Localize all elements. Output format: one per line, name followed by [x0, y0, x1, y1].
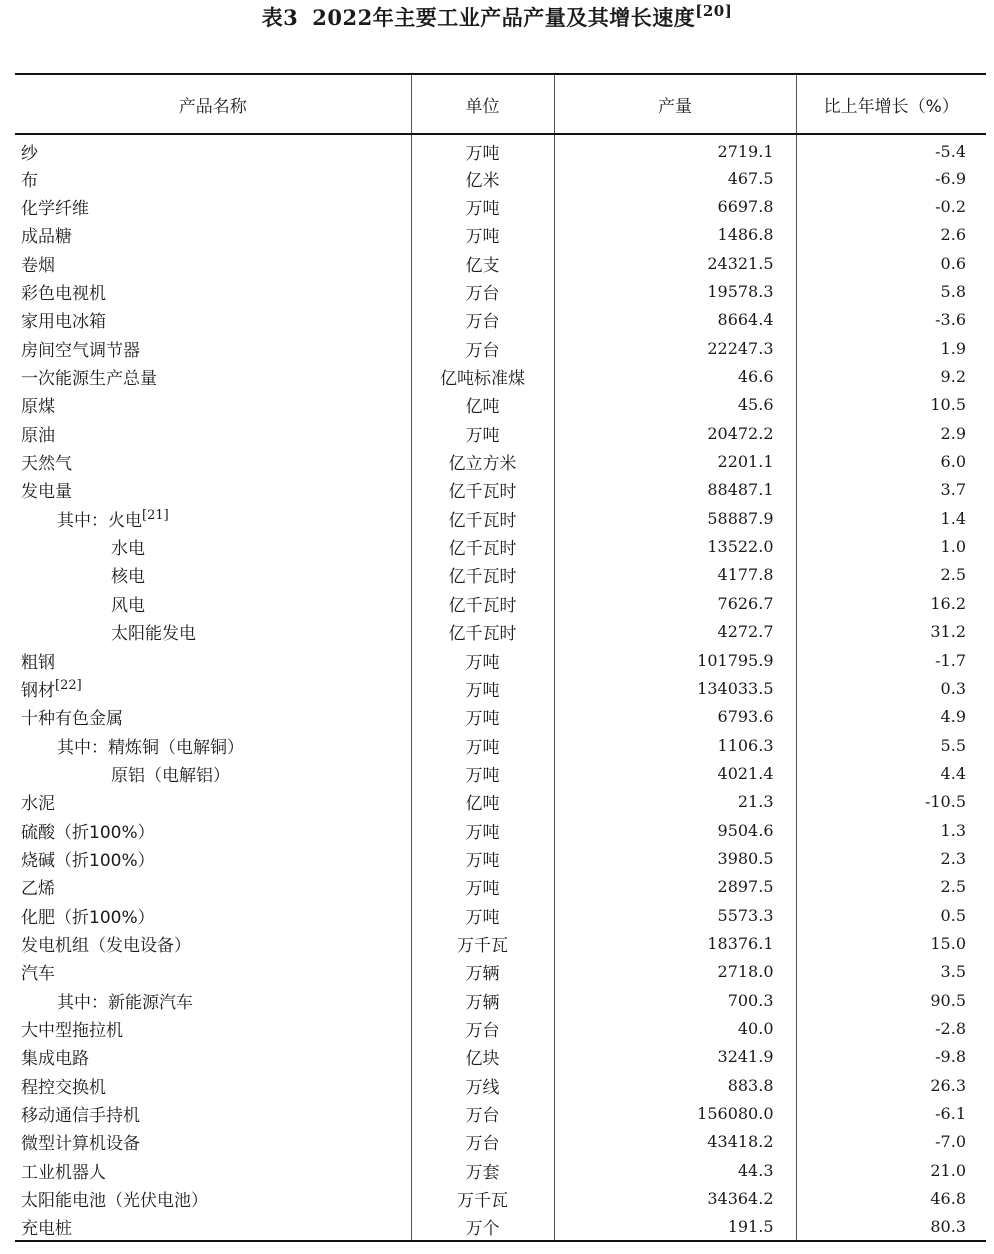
output-cell: 883.8 — [554, 1071, 796, 1099]
table-row — [15, 362, 986, 390]
table-row — [15, 618, 986, 646]
table-row — [15, 589, 986, 617]
unit-cell: 亿千瓦时 — [411, 589, 554, 617]
product-output-table — [15, 73, 986, 1242]
product-name: 一次能源生产总量 — [21, 369, 157, 390]
table-body — [15, 134, 986, 1241]
product-name-cell — [15, 1213, 411, 1241]
growth-cell: 21.0 — [796, 1156, 986, 1184]
unit-cell: 亿千瓦时 — [411, 476, 554, 504]
table-row — [15, 901, 986, 929]
growth-cell: 31.2 — [796, 618, 986, 646]
output-cell: 22247.3 — [554, 334, 796, 362]
table-row — [15, 929, 986, 957]
growth-cell: 16.2 — [796, 589, 986, 617]
title-footnote: [20] — [695, 2, 733, 20]
unit-cell: 万吨 — [411, 419, 554, 447]
table-row — [15, 1184, 986, 1212]
growth-cell: 10.5 — [796, 391, 986, 419]
growth-cell: -9.8 — [796, 1043, 986, 1071]
output-cell: 4021.4 — [554, 759, 796, 787]
table-row — [15, 134, 986, 164]
unit-cell: 万吨 — [411, 901, 554, 929]
output-cell: 7626.7 — [554, 589, 796, 617]
header-growth: 比上年增长（%） — [796, 74, 986, 134]
product-name: 原煤 — [21, 397, 55, 418]
growth-cell: 1.3 — [796, 816, 986, 844]
product-name: 卷烟 — [21, 255, 55, 276]
growth-cell: 1.4 — [796, 504, 986, 532]
table-row — [15, 476, 986, 504]
unit-cell: 亿立方米 — [411, 447, 554, 475]
product-name: 化肥（折100%） — [21, 907, 155, 928]
product-name-cell — [15, 589, 411, 617]
product-name: 原铝（电解铝） — [111, 765, 230, 786]
table-row — [15, 1156, 986, 1184]
output-cell: 8664.4 — [554, 306, 796, 334]
growth-cell: 2.5 — [796, 561, 986, 589]
product-name: 移动通信手持机 — [21, 1106, 140, 1127]
growth-cell: 26.3 — [796, 1071, 986, 1099]
output-cell: 2201.1 — [554, 447, 796, 475]
table-row — [15, 447, 986, 475]
product-name-cell — [15, 1184, 411, 1212]
growth-cell: -10.5 — [796, 788, 986, 816]
growth-cell: 80.3 — [796, 1213, 986, 1241]
growth-cell: 4.4 — [796, 759, 986, 787]
table-row — [15, 532, 986, 560]
unit-cell: 万台 — [411, 306, 554, 334]
table-row — [15, 561, 986, 589]
footnote-ref: [21] — [142, 507, 169, 523]
product-name-cell — [15, 504, 411, 532]
product-name-cell — [15, 844, 411, 872]
output-cell: 4272.7 — [554, 618, 796, 646]
table-row — [15, 731, 986, 759]
product-name-cell — [15, 788, 411, 816]
product-name: 风电 — [111, 595, 145, 616]
table-row — [15, 221, 986, 249]
product-name-cell — [15, 334, 411, 362]
unit-cell: 万吨 — [411, 759, 554, 787]
output-cell: 156080.0 — [554, 1099, 796, 1127]
table-row — [15, 986, 986, 1014]
product-name: 水电 — [111, 539, 145, 560]
product-name-cell — [15, 816, 411, 844]
table-row — [15, 873, 986, 901]
unit-cell: 万吨 — [411, 646, 554, 674]
product-name: 其中：新能源汽车 — [57, 992, 193, 1013]
product-name-cell — [15, 759, 411, 787]
unit-cell: 万台 — [411, 1128, 554, 1156]
product-name-cell — [15, 674, 411, 702]
unit-cell: 万辆 — [411, 958, 554, 986]
unit-cell: 亿支 — [411, 249, 554, 277]
growth-cell: 4.9 — [796, 703, 986, 731]
growth-cell: -1.7 — [796, 646, 986, 674]
output-cell: 43418.2 — [554, 1128, 796, 1156]
growth-cell: 3.5 — [796, 958, 986, 986]
product-name: 充电桩 — [21, 1218, 72, 1239]
unit-cell: 万吨 — [411, 703, 554, 731]
product-name: 汽车 — [21, 964, 55, 985]
product-name-cell — [15, 1043, 411, 1071]
output-cell: 19578.3 — [554, 277, 796, 305]
output-cell: 134033.5 — [554, 674, 796, 702]
growth-cell: -6.1 — [796, 1099, 986, 1127]
output-cell: 58887.9 — [554, 504, 796, 532]
product-name-cell — [15, 192, 411, 220]
header-unit: 单位 — [411, 74, 554, 134]
growth-cell: -3.6 — [796, 306, 986, 334]
product-name-cell — [15, 532, 411, 560]
table-row — [15, 334, 986, 362]
product-name: 乙烯 — [21, 879, 55, 900]
output-cell: 6697.8 — [554, 192, 796, 220]
unit-cell: 亿吨 — [411, 391, 554, 419]
growth-cell: 1.0 — [796, 532, 986, 560]
unit-cell: 万吨 — [411, 221, 554, 249]
output-cell: 40.0 — [554, 1014, 796, 1042]
unit-cell: 万千瓦 — [411, 1184, 554, 1212]
table-row — [15, 844, 986, 872]
table-row — [15, 759, 986, 787]
product-name: 十种有色金属 — [21, 709, 123, 730]
product-name: 硫酸（折100%） — [21, 822, 155, 843]
product-name: 发电量 — [21, 482, 72, 503]
output-cell: 9504.6 — [554, 816, 796, 844]
growth-cell: 1.9 — [796, 334, 986, 362]
table-row — [15, 1213, 986, 1241]
product-name-cell — [15, 1099, 411, 1127]
unit-cell: 亿千瓦时 — [411, 561, 554, 589]
product-name-cell — [15, 306, 411, 334]
growth-cell: 46.8 — [796, 1184, 986, 1212]
table-row — [15, 816, 986, 844]
product-name-cell — [15, 1128, 411, 1156]
growth-cell: 2.5 — [796, 873, 986, 901]
unit-cell: 万台 — [411, 1014, 554, 1042]
growth-cell: 5.8 — [796, 277, 986, 305]
table-row — [15, 306, 986, 334]
table-row — [15, 1014, 986, 1042]
unit-cell: 万千瓦 — [411, 929, 554, 957]
product-name: 大中型拖拉机 — [21, 1020, 123, 1041]
table-row — [15, 249, 986, 277]
header-product-name: 产品名称 — [15, 74, 411, 134]
table-row — [15, 164, 986, 192]
product-name: 布 — [21, 170, 38, 191]
table-row — [15, 958, 986, 986]
product-name: 其中：火电 — [57, 510, 142, 531]
table-row — [15, 192, 986, 220]
growth-cell: 2.9 — [796, 419, 986, 447]
unit-cell: 万台 — [411, 1099, 554, 1127]
growth-cell: -0.2 — [796, 192, 986, 220]
product-name: 核电 — [111, 567, 145, 588]
output-cell: 191.5 — [554, 1213, 796, 1241]
output-cell: 467.5 — [554, 164, 796, 192]
table-row — [15, 703, 986, 731]
product-name: 化学纤维 — [21, 199, 89, 220]
product-name-cell — [15, 873, 411, 901]
product-name-cell — [15, 164, 411, 192]
output-cell: 6793.6 — [554, 703, 796, 731]
product-name-cell — [15, 249, 411, 277]
growth-cell: -6.9 — [796, 164, 986, 192]
table-title — [0, 2, 994, 32]
growth-cell: 0.3 — [796, 674, 986, 702]
output-cell: 20472.2 — [554, 419, 796, 447]
table-row — [15, 1099, 986, 1127]
unit-cell: 亿吨标准煤 — [411, 362, 554, 390]
product-name: 彩色电视机 — [21, 284, 106, 305]
table-row — [15, 419, 986, 447]
output-cell: 101795.9 — [554, 646, 796, 674]
table-row — [15, 1043, 986, 1071]
growth-cell: -5.4 — [796, 134, 986, 164]
output-cell: 2718.0 — [554, 958, 796, 986]
product-name-cell — [15, 1014, 411, 1042]
table-row — [15, 1071, 986, 1099]
product-name-cell — [15, 703, 411, 731]
growth-cell: 6.0 — [796, 447, 986, 475]
product-name: 水泥 — [21, 794, 55, 815]
product-name-cell — [15, 646, 411, 674]
unit-cell: 万辆 — [411, 986, 554, 1014]
output-cell: 2897.5 — [554, 873, 796, 901]
product-name: 原油 — [21, 425, 55, 446]
unit-cell: 亿千瓦时 — [411, 532, 554, 560]
growth-cell: 2.3 — [796, 844, 986, 872]
table-header-row — [15, 74, 986, 134]
product-name: 烧碱（折100%） — [21, 850, 155, 871]
product-name: 集成电路 — [21, 1049, 89, 1070]
output-cell: 1106.3 — [554, 731, 796, 759]
growth-cell: 5.5 — [796, 731, 986, 759]
product-name-cell — [15, 134, 411, 164]
unit-cell: 万台 — [411, 277, 554, 305]
product-name-cell — [15, 929, 411, 957]
growth-cell: 90.5 — [796, 986, 986, 1014]
product-name: 家用电冰箱 — [21, 312, 106, 333]
unit-cell: 万台 — [411, 334, 554, 362]
output-cell: 3980.5 — [554, 844, 796, 872]
table-row — [15, 1128, 986, 1156]
product-name-cell — [15, 958, 411, 986]
product-name: 发电机组（发电设备） — [21, 935, 191, 956]
output-cell: 45.6 — [554, 391, 796, 419]
output-cell: 88487.1 — [554, 476, 796, 504]
growth-cell: 9.2 — [796, 362, 986, 390]
header-output: 产量 — [554, 74, 796, 134]
product-name-cell — [15, 447, 411, 475]
product-name: 钢材 — [21, 680, 55, 701]
product-name-cell — [15, 476, 411, 504]
output-cell: 13522.0 — [554, 532, 796, 560]
product-name: 太阳能发电 — [111, 624, 196, 645]
output-cell: 2719.1 — [554, 134, 796, 164]
product-name-cell — [15, 391, 411, 419]
product-name-cell — [15, 986, 411, 1014]
product-name: 纱 — [21, 144, 38, 164]
unit-cell: 万吨 — [411, 873, 554, 901]
growth-cell: -2.8 — [796, 1014, 986, 1042]
output-cell: 1486.8 — [554, 221, 796, 249]
table-row — [15, 391, 986, 419]
output-cell: 44.3 — [554, 1156, 796, 1184]
unit-cell: 万吨 — [411, 816, 554, 844]
unit-cell: 万吨 — [411, 134, 554, 164]
table-number: 表3 — [261, 5, 299, 30]
unit-cell: 亿米 — [411, 164, 554, 192]
table-row — [15, 674, 986, 702]
unit-cell: 万吨 — [411, 844, 554, 872]
product-name-cell — [15, 277, 411, 305]
product-name: 天然气 — [21, 454, 72, 475]
product-name-cell — [15, 731, 411, 759]
unit-cell: 万个 — [411, 1213, 554, 1241]
table-title-text: 2022年主要工业产品产量及其增长速度 — [312, 5, 696, 30]
output-cell: 700.3 — [554, 986, 796, 1014]
growth-cell: 0.5 — [796, 901, 986, 929]
product-name: 微型计算机设备 — [21, 1134, 140, 1155]
table-row — [15, 504, 986, 532]
growth-cell: 2.6 — [796, 221, 986, 249]
output-cell: 34364.2 — [554, 1184, 796, 1212]
growth-cell: 0.6 — [796, 249, 986, 277]
unit-cell: 万吨 — [411, 192, 554, 220]
unit-cell: 万吨 — [411, 731, 554, 759]
output-cell: 5573.3 — [554, 901, 796, 929]
output-cell: 3241.9 — [554, 1043, 796, 1071]
unit-cell: 亿块 — [411, 1043, 554, 1071]
unit-cell: 亿吨 — [411, 788, 554, 816]
table-row — [15, 277, 986, 305]
growth-cell: -7.0 — [796, 1128, 986, 1156]
footnote-ref: [22] — [55, 677, 82, 693]
unit-cell: 万吨 — [411, 674, 554, 702]
growth-cell: 15.0 — [796, 929, 986, 957]
product-name: 成品糖 — [21, 227, 72, 248]
product-name-cell — [15, 1156, 411, 1184]
product-name-cell — [15, 618, 411, 646]
table-row — [15, 646, 986, 674]
table-row — [15, 788, 986, 816]
unit-cell: 亿千瓦时 — [411, 618, 554, 646]
output-cell: 21.3 — [554, 788, 796, 816]
product-name-cell — [15, 362, 411, 390]
product-name-cell — [15, 419, 411, 447]
product-name-cell — [15, 901, 411, 929]
product-name: 程控交换机 — [21, 1077, 106, 1098]
growth-cell: 3.7 — [796, 476, 986, 504]
product-name-cell — [15, 561, 411, 589]
product-name-cell — [15, 1071, 411, 1099]
output-cell: 46.6 — [554, 362, 796, 390]
unit-cell: 万线 — [411, 1071, 554, 1099]
product-name: 其中：精炼铜（电解铜） — [57, 737, 244, 758]
output-cell: 4177.8 — [554, 561, 796, 589]
unit-cell: 万套 — [411, 1156, 554, 1184]
product-name: 太阳能电池（光伏电池） — [21, 1191, 208, 1212]
output-cell: 24321.5 — [554, 249, 796, 277]
product-name: 房间空气调节器 — [21, 340, 140, 361]
product-name-cell — [15, 221, 411, 249]
product-name: 工业机器人 — [21, 1162, 106, 1183]
output-cell: 18376.1 — [554, 929, 796, 957]
product-name: 粗钢 — [21, 652, 55, 673]
unit-cell: 亿千瓦时 — [411, 504, 554, 532]
